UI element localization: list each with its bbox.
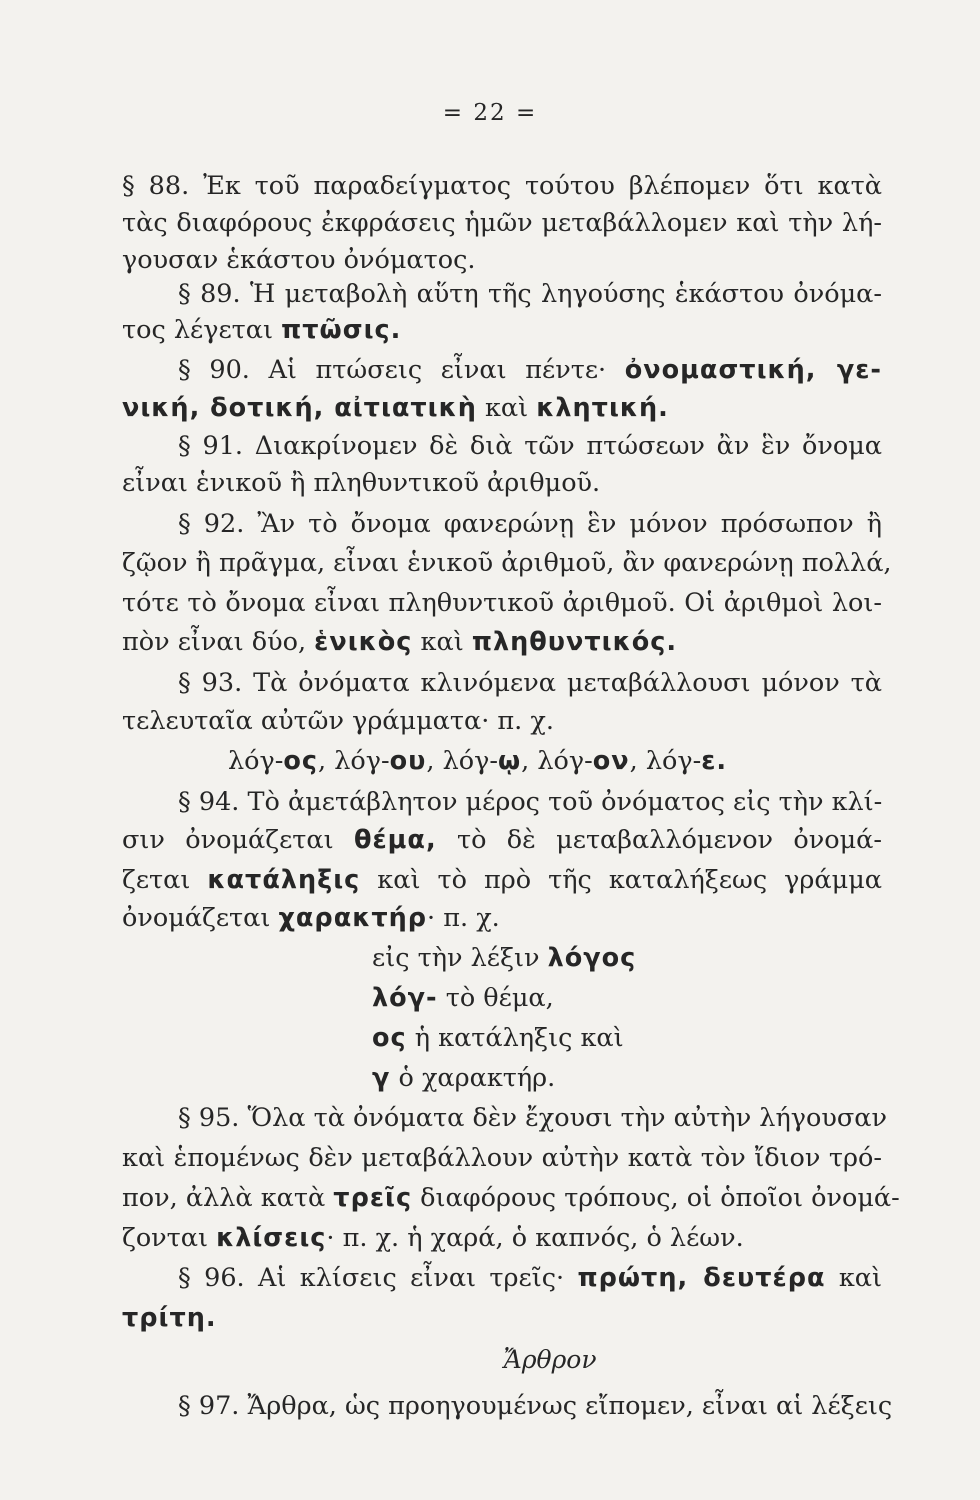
- text-run: § 90. Αἱ πτώσεις εἶναι πέντε·: [178, 355, 625, 385]
- bold-term: ος: [372, 1023, 407, 1053]
- text-line: [122, 168, 882, 204]
- text-run: § 89. Ἡ μεταβολὴ αὕτη τῆς ληγούσης ἑκάστου ὀνόμα-: [178, 279, 882, 309]
- text-run: γουσαν ἑκάστου ὀνόματος.: [122, 245, 476, 275]
- text-line: [122, 822, 882, 858]
- text-line: [122, 624, 882, 660]
- text-run: § 93. Τὰ ὀνόματα κλινόμενα μεταβάλλουσι μόνον τὰ: [178, 668, 882, 698]
- bold-term: ος: [283, 746, 319, 776]
- text-run: διαφόρους τρόπους, οἱ ὁποῖοι ὀνομά-: [412, 1183, 900, 1213]
- text-run: § 94. Τὸ ἀμετάβλητον μέρος τοῦ ὀνόματος εἰς τὴν κλί-: [178, 787, 883, 817]
- text-line: [372, 1060, 772, 1096]
- text-line: [372, 980, 772, 1016]
- bold-term: ε.: [701, 746, 728, 776]
- bold-term: κατάληξις: [207, 865, 361, 895]
- text-run: ὀνομάζεται: [122, 903, 279, 933]
- text-line: [178, 665, 882, 701]
- text-run: πον, ἀλλὰ κατὰ: [122, 1183, 334, 1213]
- italic-text: Ἄρθρον: [503, 1345, 597, 1374]
- text-line: [178, 428, 882, 464]
- bold-term: γ: [372, 1063, 391, 1093]
- text-run: , λόγ-: [629, 746, 702, 776]
- bold-term: λόγος: [547, 943, 637, 973]
- text-line: [178, 1260, 882, 1296]
- text-run: τότε τὸ ὄνομα εἶναι πληθυντικοῦ ἀριθμοῦ. Οἱ ἀριθμοὶ λοι-: [122, 588, 882, 618]
- bold-term: χαρακτήρ: [278, 903, 428, 933]
- text-run: · π. χ.: [427, 903, 500, 933]
- text-line: [122, 545, 892, 581]
- text-run: καὶ ἑπομένως δὲν μεταβάλλουν αὐτὴν κατὰ τὸν ἴδιον τρό-: [122, 1143, 882, 1173]
- text-run: πὸν εἶναι δύο,: [122, 627, 315, 657]
- bold-term: πληθυντικός.: [471, 627, 678, 657]
- text-line: [122, 900, 882, 936]
- bold-term: λόγ-: [372, 983, 438, 1013]
- text-line: [178, 506, 882, 542]
- bold-term: ῳ: [497, 746, 522, 776]
- bold-term: ου: [389, 746, 427, 776]
- text-line: [178, 1100, 887, 1136]
- bold-term: πτῶσις.: [281, 315, 402, 345]
- text-line: [122, 1180, 900, 1216]
- text-line: [122, 390, 882, 426]
- text-line: [122, 585, 882, 621]
- text-run: τελευταῖα αὐτῶν γράμματα· π. χ.: [122, 706, 554, 736]
- text-run: , λόγ-: [426, 746, 498, 776]
- text-run: , λόγ-: [521, 746, 593, 776]
- text-line: [178, 276, 882, 312]
- text-line: [178, 1388, 893, 1424]
- text-line: [372, 1020, 772, 1056]
- text-run: § 92. Ἂν τὸ ὄνομα φανερώνῃ ἓν μόνον πρόσωπον ἢ: [178, 509, 882, 539]
- text-line: [122, 1140, 882, 1176]
- text-run: σιν ὀνομάζεται: [122, 825, 354, 855]
- page-number: = 22 =: [442, 100, 538, 126]
- text-run: · π. χ. ἡ χαρά, ὁ καπνός, ὁ λέων.: [326, 1223, 744, 1253]
- text-line: [178, 784, 882, 820]
- bold-term: τρεῖς: [333, 1183, 413, 1213]
- text-line: [372, 940, 772, 976]
- text-line: [122, 1300, 882, 1336]
- bold-term: θέμα,: [353, 825, 437, 855]
- text-run: λόγ-: [228, 746, 284, 776]
- bold-term: νική, δοτική, αἰτιατικὴ: [122, 393, 477, 423]
- text-line: [122, 242, 882, 278]
- section-heading: [420, 1342, 680, 1378]
- text-line: [122, 1220, 882, 1256]
- text-line: [122, 703, 882, 739]
- bold-term: ὀνομαστική, γε-: [624, 355, 882, 385]
- text-run: § 96. Αἱ κλίσεις εἶναι τρεῖς·: [178, 1263, 578, 1293]
- text-run: καὶ: [825, 1263, 882, 1293]
- text-run: ζῷον ἢ πρᾶγμα, εἶναι ἑνικοῦ ἀριθμοῦ, ἂν φανερώνῃ πολλά,: [122, 548, 892, 578]
- text-run: ἡ κατάληξις καὶ: [406, 1023, 624, 1053]
- text-run: εἶναι ἑνικοῦ ἢ πληθυντικοῦ ἀριθμοῦ.: [122, 468, 601, 498]
- text-run: , λόγ-: [318, 746, 390, 776]
- bold-term: κλητική.: [536, 393, 669, 423]
- text-run: ζονται: [122, 1223, 217, 1253]
- bold-term: τρίτη.: [122, 1303, 217, 1333]
- text-run: § 91. Διακρίνομεν δὲ διὰ τῶν πτώσεων ἂν ἓν ὄνομα: [178, 431, 882, 461]
- text-run: ζεται: [122, 865, 208, 895]
- bold-term: κλίσεις: [216, 1223, 327, 1253]
- text-line: [122, 205, 882, 241]
- text-line: [122, 312, 882, 348]
- text-run: § 88. Ἐκ τοῦ παραδείγματος τούτου βλέπομεν ὅτι κατὰ: [122, 171, 882, 201]
- text-line: [228, 743, 788, 779]
- text-run: εἰς τὴν λέξιν: [372, 943, 548, 973]
- text-run: § 97. Ἄρθρα, ὡς προηγουμένως εἴπομεν, εἶναι αἱ λέξεις: [178, 1391, 893, 1421]
- text-line: [178, 352, 882, 388]
- text-run: τὰς διαφόρους ἐκφράσεις ἡμῶν μεταβάλλομεν καὶ τὴν λή-: [122, 208, 882, 238]
- bold-term: πρώτη, δευτέρα: [577, 1263, 826, 1293]
- text-run: καὶ τὸ πρὸ τῆς καταλήξεως γράμμα: [360, 865, 882, 895]
- text-run: τος λέγεται: [122, 315, 282, 345]
- text-run: ὁ χαρακτήρ.: [390, 1063, 556, 1093]
- text-run: § 95. Ὅλα τὰ ὀνόματα δὲν ἔχουσι τὴν αὐτὴν λήγουσαν: [178, 1103, 887, 1133]
- bold-term: ἑνικὸς: [314, 627, 413, 657]
- bold-term: ον: [592, 746, 630, 776]
- text-run: καὶ: [412, 627, 472, 657]
- text-run: καὶ: [476, 393, 537, 423]
- text-line: [122, 465, 882, 501]
- text-line: [122, 862, 882, 898]
- text-run: τὸ δὲ μεταβαλλόμενον ὀνομά-: [436, 825, 882, 855]
- text-run: τὸ θέμα,: [437, 983, 554, 1013]
